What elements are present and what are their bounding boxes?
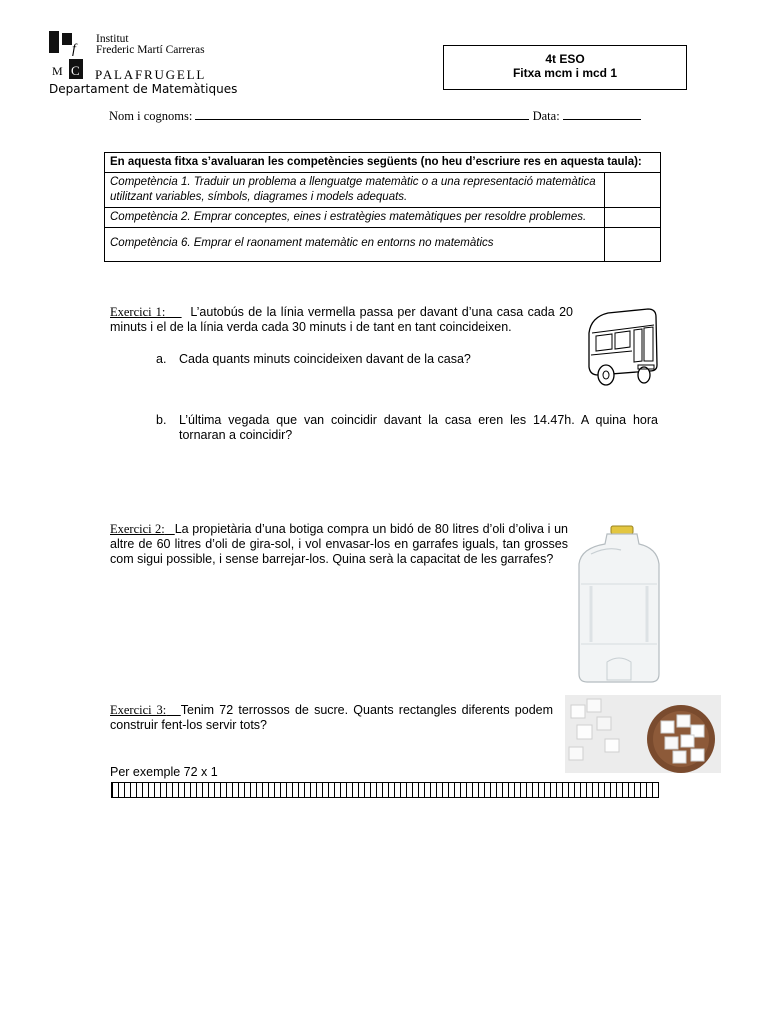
svg-text:M: M [52,64,63,78]
question-text: Cada quants minuts coincideixen davant de la casa? [179,352,471,366]
bus-illustration [586,303,660,393]
exercise-2-text: La propietària d’una botiga compra un bidó de 80 litres d’oli d’oliva i un altre de 60 litres d’oli de gira-sol, i vol envasar-los en garrafes iguals, tan grosses com sigui possible, i sense barrejar-los. Quina serà la capacitat de les garrafes? [110,522,568,566]
date-label: Data: [532,109,560,123]
course-label: 4t ESO [545,52,585,66]
question-text: L’última vegada que van coincidir davant la casa eren les 14.47h. A quina hora tornaran a coincidir? [179,413,658,442]
exercise-3-example: Per exemple 72 x 1 [110,765,218,779]
name-label: Nom i cognoms: [109,109,193,123]
city-name: PALAFRUGELL [95,67,207,82]
sheet-title: Fitxa mcm i mcd 1 [512,66,618,80]
svg-text:f: f [72,42,76,57]
competencies-header: En aquesta fitxa s’avaluaran les competències següents (no heu d’escriure res en aquesta taula): [105,153,661,173]
student-info-row [109,108,664,124]
institute-full-name: Frederic Martí Carreras [96,44,205,56]
exercise-3-text: Tenim 72 terrossos de sucre. Quants rectangles diferents podem construir fent-los servir tots? [110,703,554,732]
sheet-header-box [443,45,687,90]
competency-6-score-cell [605,228,661,262]
department-name: Departament de Matemàtiques [49,82,238,96]
question-letter: a. [156,352,167,366]
institute-name: Institut [96,33,129,45]
competency-1-score-cell [605,173,661,208]
exercise-2 [110,522,568,567]
exercise-3-label: Exercici 3: [110,703,167,717]
table-row [105,228,661,262]
exercise-1-text: L’autobús de la línia vermella passa per davant d’una casa cada 20 minuts i el de la línia verda cada 30 minuts i de tant en tant coincideixen. [110,305,573,334]
table-row [105,173,661,208]
oil-jug-illustration [577,524,661,686]
question-letter: b. [156,413,167,427]
competencies-table [104,152,661,262]
exercise-3 [110,703,553,733]
sugar-cubes-photo [565,695,721,773]
date-field[interactable] [563,108,641,120]
exercise-2-label: Exercici 2: [110,522,165,536]
table-row [105,208,661,228]
competency-2-score-cell [605,208,661,228]
svg-text:C: C [71,63,80,78]
answer-grid[interactable] [111,782,659,798]
school-logo [49,31,89,81]
exercise-1 [110,305,573,335]
competency-2: Competència 2. Emprar conceptes, eines i estratègies matemàtiques per resoldre problemes. [105,208,605,228]
exercise-1-label: Exercici 1: [110,305,166,319]
table-header-row [105,153,661,173]
competency-6: Competència 6. Emprar el raonament matemàtic en entorns no matemàtics [105,228,605,262]
name-field[interactable] [195,108,529,120]
competency-1: Competència 1. Traduir un problema a llenguatge matemàtic o a una representació matemàtica utilitzant variables, símbols, diagrames i models adequats. [105,173,605,208]
